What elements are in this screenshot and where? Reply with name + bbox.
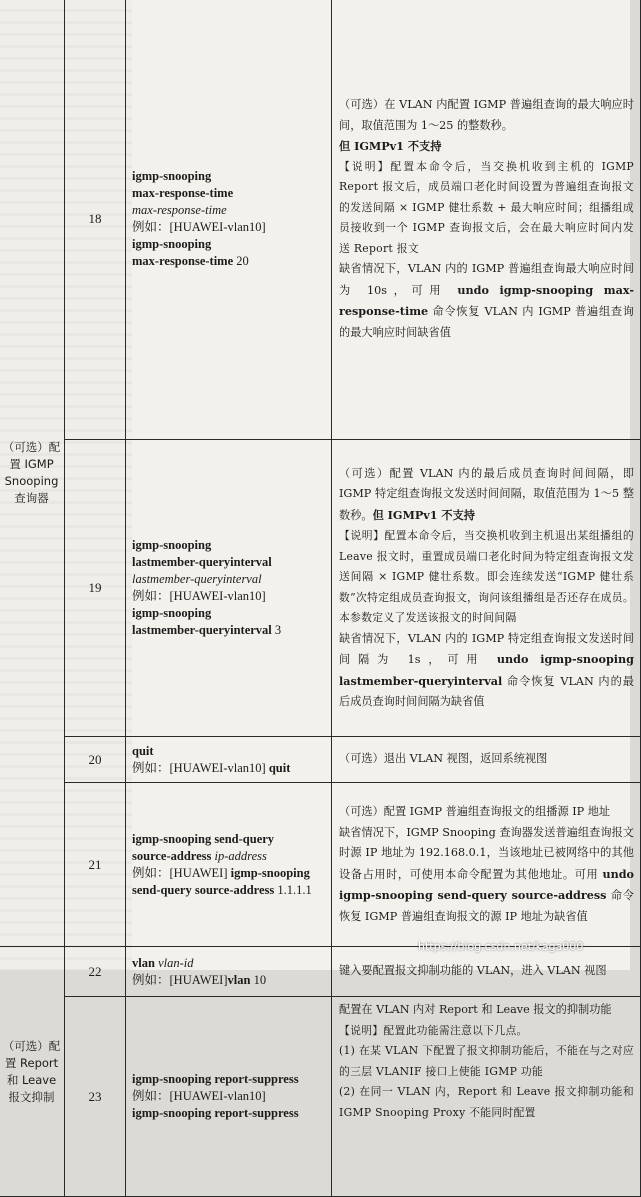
command-cell: igmp-snooping send-query source-address ip-address 例如：[HUAWEI] igmp-snooping send-query source-address 1.1.1.1 <box>126 783 332 947</box>
section-label-suppress: （可选）配 置 Report 和 Leave 报文抑制 <box>0 947 65 1197</box>
section-label-querier: （可选）配 置 IGMP Snooping 查询器 <box>0 0 65 947</box>
description-cell: （可选）配置 VLAN 内的最后成员查询时间间隔，即 IGMP 特定组查询报文发送时间间隔，取值范围为 1～5 整数秒。但 IGMPv1 不支持 【说明】配置本命令后，当交换机收到主机退出某组播组的 Leave 报文时，重置成员端口老化时间为特定组查询报文发送间隔 × IGMP 健壮系数。即会连续发送“IGMP 健壮系数”次特定组成员查询报文，询问该组播组是否还存在成员。本参数定义了发送该报文的时间间隔 缺省情况下，VLAN 内的 IGMP 特定组查询报文发送时间间隔为 1s，可用 undo igmp-snooping lastmember-queryinterval 命令恢复 VLAN 内的最后成员查询时间间隔为缺省值 <box>332 440 641 737</box>
description-cell: （可选）配置 IGMP 普遍组查询报文的组播源 IP 地址 缺省情况下，IGMP Snooping 查询器发送普遍组查询报文时源 IP 地址为 192.168.0.1，当该地址已被网络中的其他设备占用时，可使用本命令配置为其他地址。可用 undo igmp-snooping send-query source-address 命令恢复 IGMP 普遍组查询报文的源 IP 地址为缺省值 <box>332 783 641 947</box>
table-row <box>0 0 641 440</box>
table-row <box>0 947 641 997</box>
description-cell: （可选）退出 VLAN 视图，返回系统视图 <box>332 737 641 783</box>
command-cell: quit 例如：[HUAWEI-vlan10] quit <box>126 737 332 783</box>
table-row <box>0 783 641 947</box>
command-cell: igmp-snooping lastmember-queryinterval lastmember-queryinterval 例如：[HUAWEI-vlan10] igmp-snooping lastmember-queryinterval 3 <box>126 440 332 737</box>
command-cell: igmp-snooping max-response-time max-response-time 例如：[HUAWEI-vlan10] igmp-snooping max-response-time 20 <box>126 0 332 440</box>
step-number: 23 <box>65 997 126 1197</box>
watermark-url: https://blog.csdn.net/kaga000 <box>418 940 584 953</box>
description-cell: 键入要配置报文抑制功能的 VLAN，进入 VLAN 视图 <box>332 947 641 997</box>
command-cell: igmp-snooping report-suppress 例如：[HUAWEI-vlan10] igmp-snooping report-suppress <box>126 997 332 1197</box>
command-cell: vlan vlan-id 例如：[HUAWEI]vlan 10 <box>126 947 332 997</box>
description-cell: 配置在 VLAN 内对 Report 和 Leave 报文的抑制功能 【说明】配置此功能需注意以下几点。 (1) 在某 VLAN 下配置了报文抑制功能后，不能在与之对应的三层 VLANIF 接口上使能 IGMP 功能 (2) 在同一 VLAN 内，Report 和 Leave 报文抑制功能和 IGMP Snooping Proxy 不能同时配置 <box>332 997 641 1197</box>
table-row <box>0 997 641 1197</box>
step-number: 22 <box>65 947 126 997</box>
step-number: 18 <box>65 0 126 440</box>
step-number: 21 <box>65 783 126 947</box>
table-row <box>0 440 641 737</box>
table-row <box>0 737 641 783</box>
description-cell: （可选）在 VLAN 内配置 IGMP 普遍组查询的最大响应时间，取值范围为 1～25 的整数秒。 但 IGMPv1 不支持 【说明】配置本命令后，当交换机收到主机的 IGMP Report 报文后，成员端口老化时间设置为普遍组查询报文的发送间隔 × IGMP 健壮系数 + 最大响应时间；组播组成员接收到一个 IGMP 查询报文后，会在最大响应时间内发送 Report 报文 缺省情况下，VLAN 内的 IGMP 普遍组查询最大响应时间为 10s，可用 undo igmp-snooping max-response-time 命令恢复 VLAN 内 IGMP 普遍组查询的最大响应时间缺省值 <box>332 0 641 440</box>
step-number: 19 <box>65 440 126 737</box>
step-number: 20 <box>65 737 126 783</box>
